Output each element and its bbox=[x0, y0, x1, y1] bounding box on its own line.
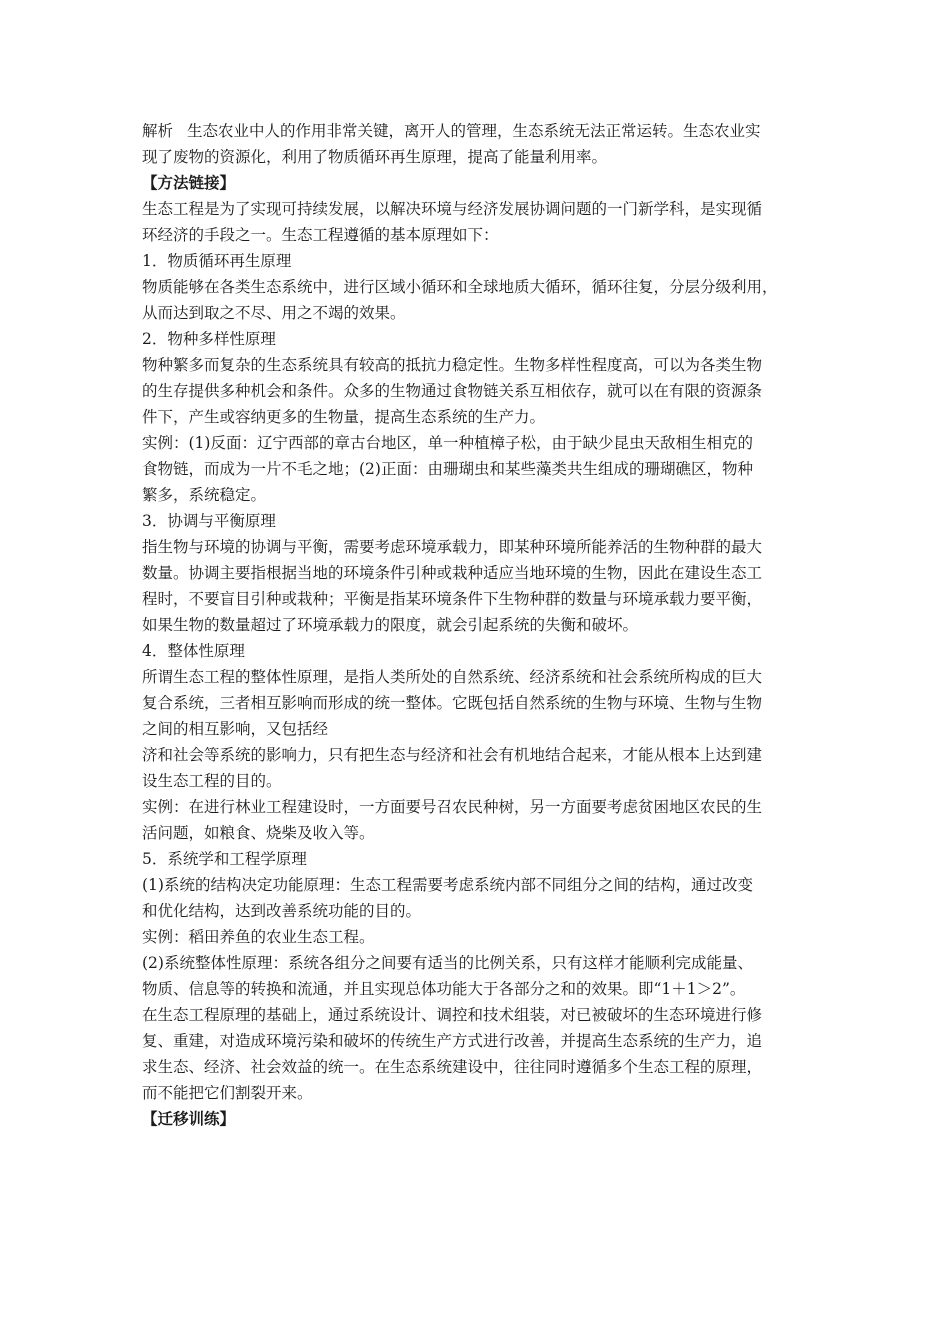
principle-text: 设生态工程的目的。 bbox=[142, 772, 282, 790]
principle-text: 从而达到取之不尽、用之不竭的效果。 bbox=[142, 304, 406, 322]
method-link-intro: 生态工程是为了实现可持续发展，以解决环境与经济发展协调问题的一门新学科，是实现循 bbox=[142, 200, 763, 218]
principle-title: 1．物质循环再生原理 bbox=[142, 252, 292, 270]
principle-text: 活问题，如粮食、烧柴及收入等。 bbox=[142, 824, 375, 842]
principle-title: 2．物种多样性原理 bbox=[142, 330, 276, 348]
method-link-heading: 【方法链接】 bbox=[142, 173, 236, 192]
principle-title: 5．系统学和工程学原理 bbox=[142, 850, 307, 868]
principle-text: 实例：稻田养鱼的农业生态工程。 bbox=[142, 928, 375, 946]
principle-text: 而不能把它们割裂开来。 bbox=[142, 1084, 313, 1102]
principle-text: 在生态工程原理的基础上，通过系统设计、调控和技术组装，对已被破坏的生态环境进行修 bbox=[142, 1006, 763, 1024]
principle-text: 件下，产生或容纳更多的生物量，提高生态系统的生产力。 bbox=[142, 408, 546, 426]
transfer-training-heading: 【迁移训练】 bbox=[142, 1109, 236, 1128]
principle-text: 指生物与环境的协调与平衡，需要考虑环境承载力，即某种环境所能养活的生物种群的最大 bbox=[142, 538, 763, 556]
principle-title: 4．整体性原理 bbox=[142, 642, 245, 660]
principle-text: 如果生物的数量超过了环境承载力的限度，就会引起系统的失衡和破坏。 bbox=[142, 616, 639, 634]
principle-text: (1)系统的结构决定功能原理：生态工程需要考虑系统内部不同组分之间的结构，通过改变 bbox=[142, 876, 753, 894]
principle-text: 实例：在进行林业工程建设时，一方面要号召农民种树，另一方面要考虑贫困地区农民的生 bbox=[142, 798, 763, 816]
principle-text: 物种繁多而复杂的生态系统具有较高的抵抗力稳定性。生物多样性程度高，可以为各类生物 bbox=[142, 356, 763, 374]
principle-text: 之间的相互影响，又包括经 bbox=[142, 720, 329, 738]
principle-text: 程时，不要盲目引种或栽种；平衡是指某环境条件下生物种群的数量与环境承载力要平衡， bbox=[142, 590, 763, 608]
principle-text: 复、重建，对造成环境污染和破坏的传统生产方式进行改善，并提高生态系统的生产力，追 bbox=[142, 1032, 763, 1050]
principle-text: 复合系统，三者相互影响而形成的统一整体。它既包括自然系统的生物与环境、生物与生物 bbox=[142, 694, 763, 712]
principle-text: 物质、信息等的转换和流通，并且实现总体功能大于各部分之和的效果。即“1＋1＞2”。 bbox=[142, 980, 746, 998]
principle-text: 济和社会等系统的影响力，只有把生态与经济和社会有机地结合起来，才能从根本上达到建 bbox=[142, 746, 763, 764]
principle-text: 数量。协调主要指根据当地的环境条件引种或栽种适应当地环境的生物，因此在建设生态工 bbox=[142, 564, 763, 582]
principle-text: 求生态、经济、社会效益的统一。在生态系统建设中，往往同时遵循多个生态工程的原理， bbox=[142, 1058, 763, 1076]
method-link-intro: 环经济的手段之一。生态工程遵循的基本原理如下： bbox=[142, 226, 499, 244]
principle-text: 实例：(1)反面：辽宁西部的章古台地区，单一种植樟子松，由于缺少昆虫天敌相生相克的 bbox=[142, 434, 753, 452]
principle-text: 所谓生态工程的整体性原理，是指人类所处的自然系统、经济系统和社会系统所构成的巨大 bbox=[142, 668, 763, 686]
analysis-text: 生态农业中人的作用非常关键，离开人的管理，生态系统无法正常运转。生态农业实 bbox=[187, 122, 761, 140]
principle-text: 和优化结构，达到改善系统功能的目的。 bbox=[142, 902, 422, 920]
principle-text: 繁多，系统稳定。 bbox=[142, 486, 267, 504]
principle-text: 的生存提供多种机会和条件。众多的生物通过食物链关系互相依存，就可以在有限的资源条 bbox=[142, 382, 763, 400]
analysis-line bbox=[142, 118, 820, 144]
principle-text: (2)系统整体性原理：系统各组分之间要有适当的比例关系，只有这样才能顺利完成能量、 bbox=[142, 954, 753, 972]
analysis-line: 现了废物的资源化，利用了物质循环再生原理，提高了能量利用率。 bbox=[142, 148, 608, 166]
principle-text: 食物链，而成为一片不毛之地；(2)正面：由珊瑚虫和某些藻类共生组成的珊瑚礁区，物种 bbox=[142, 460, 753, 478]
principle-text: 物质能够在各类生态系统中，进行区域小循环和全球地质大循环，循环往复，分层分级利用， bbox=[142, 278, 778, 296]
document-page bbox=[142, 118, 820, 1132]
principle-title: 3．协调与平衡原理 bbox=[142, 512, 276, 530]
analysis-label: 解析 bbox=[142, 122, 174, 140]
